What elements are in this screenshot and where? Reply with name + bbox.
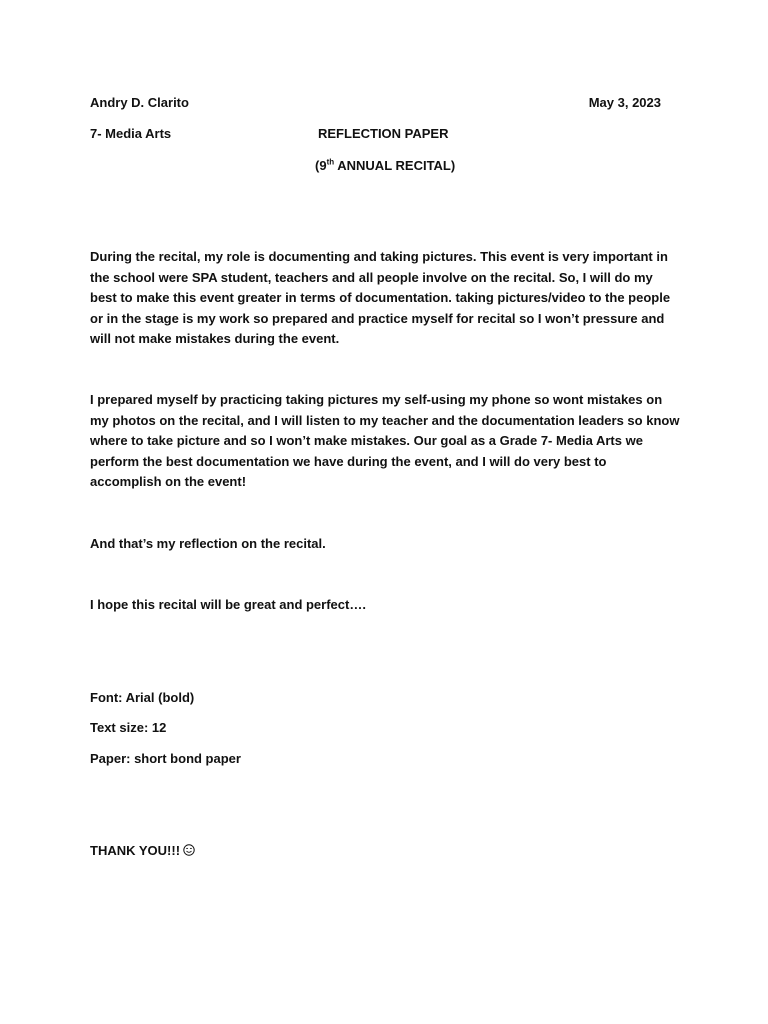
closing-line [90, 841, 195, 861]
document-date: May 3, 2023 [588, 95, 661, 110]
subtitle-open: (9 [315, 158, 327, 173]
paragraph-role: During the recital, my role is documenting and taking pictures. This event is very important in the school were SPA student, teachers and all people involve on the recital. So, I will do my best to make this event greater in terms of documentation. taking pictures/video to the people or in the stage is my work so prepared and practice myself for recital so I won’t pressure and will not make mistakes during the event. [90, 249, 671, 346]
smiley-face-icon [183, 844, 195, 856]
paragraph-reflection: And that’s my reflection on the recital. [90, 536, 326, 551]
author-name: Andry D. Clarito [90, 95, 189, 110]
document-title: REFLECTION PAPER [318, 126, 449, 141]
document-subtitle [315, 156, 455, 176]
subtitle-rest: ANNUAL RECITAL) [334, 158, 456, 173]
spec-text-size: Text size: 12 [90, 720, 167, 735]
subtitle-superscript: th [326, 157, 335, 167]
thank-you-text: THANK YOU!!! [90, 843, 181, 858]
class-section: 7- Media Arts [90, 126, 172, 141]
paragraph-hope: I hope this recital will be great and perfect…. [90, 597, 366, 612]
spec-paper: Paper: short bond paper [90, 751, 241, 766]
spec-font: Font: Arial (bold) [90, 690, 195, 705]
paragraph-preparation: I prepared myself by practicing taking pictures my self-using my phone so wont mistakes on my photos on the recital, and I will listen to my teacher and the documentation leaders so know where to take picture and so I won’t make mistakes. Our goal as a Grade 7- Media Arts we perform the best documentation we have during the event, and I will do very best to accomplish on the event! [90, 392, 680, 489]
